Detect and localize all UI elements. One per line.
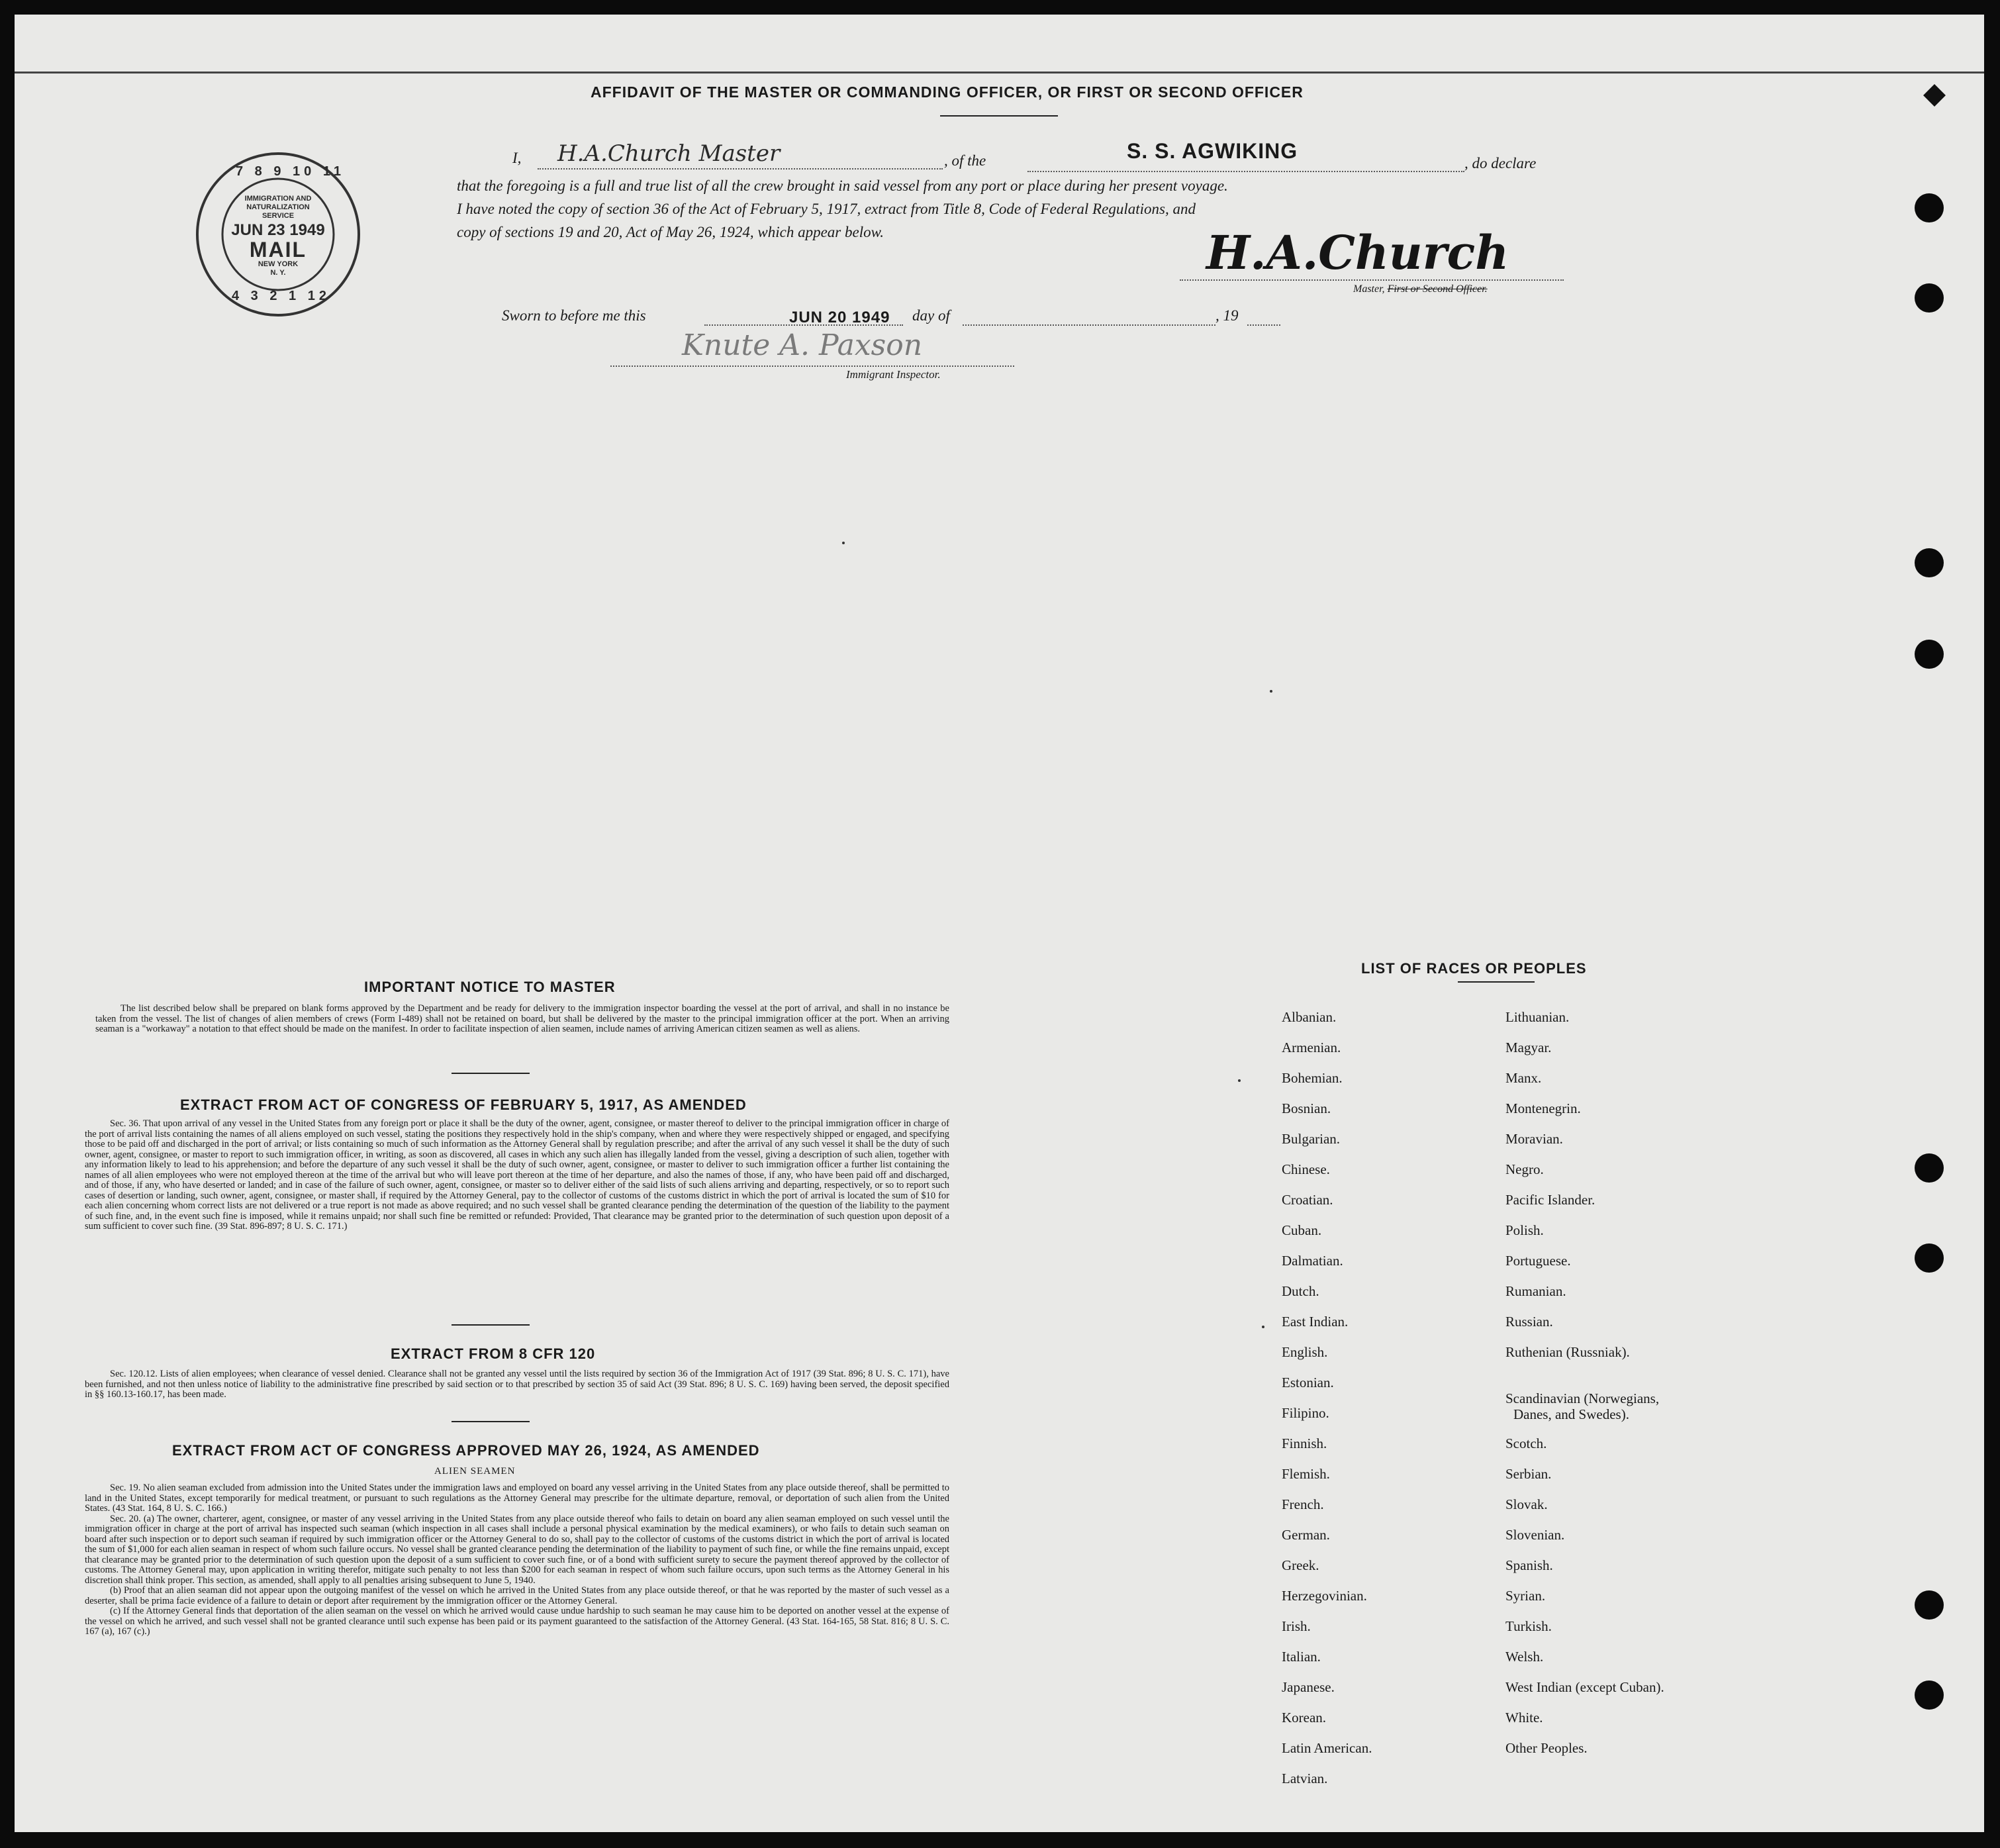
binder-hole: [1915, 1153, 1944, 1183]
race-item: Lithuanian.: [1505, 1009, 1570, 1025]
race-item: Dutch.: [1282, 1283, 1319, 1299]
affidavit-of-the: , of the: [944, 152, 986, 169]
race-item: Portuguese.: [1505, 1253, 1571, 1269]
race-item: Herzegovinian.: [1282, 1588, 1367, 1604]
race-item: Slovak.: [1505, 1496, 1548, 1512]
race-item: Polish.: [1505, 1222, 1544, 1238]
race-item: Danes, and Swedes).: [1513, 1406, 1629, 1422]
master-name-handwriting: H.A.Church Master: [557, 140, 781, 167]
speck: [842, 542, 845, 544]
race-item: Russian.: [1505, 1314, 1553, 1330]
binder-hole: [1915, 548, 1944, 577]
year-line: [1247, 324, 1280, 326]
race-item: Estonian.: [1282, 1375, 1334, 1390]
stamp-bottom-numbers: 4 3 2 1 12: [232, 289, 330, 303]
race-item: Irish.: [1282, 1618, 1311, 1634]
race-item: Italian.: [1282, 1649, 1321, 1665]
race-item: French.: [1282, 1496, 1324, 1512]
speck: [1270, 690, 1272, 693]
binder-hole: [1915, 1243, 1944, 1273]
ink-blot: [1923, 84, 1946, 107]
race-item: German.: [1282, 1527, 1330, 1543]
stamp-text-naturalization: NATURALIZATION: [246, 203, 310, 211]
extract-1917-title: EXTRACT FROM ACT OF CONGRESS OF FEBRUARY 5, 1917, AS AMENDED: [180, 1096, 747, 1113]
binder-hole: [1915, 193, 1944, 222]
master-signature: H.A.Church: [1206, 225, 1509, 280]
stamp-city: NEW YORK: [258, 260, 299, 268]
stamp-text-service-word: SERVICE: [262, 212, 295, 220]
race-item: Manx.: [1505, 1070, 1542, 1086]
extract-1924-title: EXTRACT FROM ACT OF CONGRESS APPROVED MAY 26, 1924, AS AMENDED: [172, 1442, 760, 1459]
stamp-top-numbers: 7 8 9 10 11: [236, 164, 345, 179]
sec-20a-text: Sec. 20. (a) The owner, charterer, agent, consignee, or master of any vessel arriving in the United States from any place outside thereof who fails to detain on board any alien seaman employed on such vessel until the immigration officer in charge at the port of arrival has inspected such seaman (which inspection in all cases shall include a personal physical examination by the medical examiners), or who fails to detain such seaman on board after such inspection or to deport such seaman if required by such immigration officer or the Attorney General to do so, shall pay to the collector of customs of the customs district in which the port of arrival is located the sum of $1,000 for each alien seaman in respect of whom such failure occurs. No vessel shall be granted clearance pending the determination of the liability to payment of such fine, or while the fine remains unpaid, except that clearance may be granted prior to the determination of such question upon the deposit of a sum sufficient to cover such fine, or of a bond with sufficient surety to secure the payment thereof approved by the collector of customs. The Attorney General may, upon application in writing therefor, mitigate such penalty to not less than $200 for each seaman in respect of whom such failure occurs, upon such terms as the Attorney General in his discretion shall think proper. This section, as amended, shall apply to all penalties arising subsequent to June 5, 1940.: [85, 1513, 949, 1586]
race-item: White.: [1505, 1710, 1543, 1726]
sworn-label: Sworn to before me this: [502, 307, 646, 324]
affidavit-line-2: that the foregoing is a full and true list of all the crew brought in said vessel from any port or place during her present voyage.: [457, 177, 1228, 194]
race-item: Serbian.: [1505, 1466, 1552, 1482]
affidavit-line-3: I have noted the copy of section 36 of the Act of February 5, 1917, extract from Title 8, Code of Federal Regulations, and: [457, 201, 1196, 217]
inspector-line: [610, 365, 1014, 367]
race-item: Pacific Islander.: [1505, 1192, 1595, 1208]
race-item: Ruthenian (Russniak).: [1505, 1344, 1630, 1360]
speck: [1262, 1326, 1264, 1328]
race-item: Rumanian.: [1505, 1283, 1566, 1299]
mail-stamp: [179, 148, 391, 320]
race-item: Croatian.: [1282, 1192, 1333, 1208]
extract-cfr-title: EXTRACT FROM 8 CFR 120: [391, 1345, 596, 1362]
affidavit-do-declare: , do declare: [1464, 155, 1537, 171]
speck: [1238, 1079, 1241, 1082]
stamp-mail: MAIL: [249, 238, 307, 262]
divider-1: [452, 1073, 530, 1074]
notice-body: The list described below shall be prepared on blank forms approved by the Department and be ready for delivery to the immigration inspector boarding the vessel at the port of arrival, and shall in no instance be taken from the vessel. The list of changes of alien members of crews (Form I-489) shall not be retained on board, but shall be delivered by the master to the principal immigration officer at the port. When an arriving seaman is a "workaway" a notation to that effect should be made on the manifest. In order to facilitate inspection of alien seamen, include names of arriving American citizen seamen as well as aliens.: [95, 1003, 949, 1034]
race-item: Syrian.: [1505, 1588, 1546, 1604]
race-item: Korean.: [1282, 1710, 1327, 1726]
alien-seamen-subtitle: ALIEN SEAMEN: [434, 1466, 516, 1477]
day-of-label: day of: [912, 307, 950, 324]
race-item: Latvian.: [1282, 1771, 1328, 1786]
sec-19-text: Sec. 19. No alien seaman excluded from admission into the United States under the immigration laws and employed on board any vessel arriving in the United States from any place outside thereof, shall be permitted to land in the United States, except temporarily for medical treatment, or pursuant to such regulations as the Attorney General may prescribe for the ultimate departure, removal, or deportation of such alien from the United States. (43 Stat. 164, 8 U. S. C. 166.): [85, 1483, 949, 1514]
top-border-rule: [15, 72, 1984, 73]
master-name-line: [538, 168, 943, 170]
race-item: Armenian.: [1282, 1040, 1341, 1055]
affidavit-title: AFFIDAVIT OF THE MASTER OR COMMANDING OFFICER, OR FIRST OR SECOND OFFICER: [591, 83, 1304, 101]
binder-hole: [1915, 283, 1944, 313]
race-item: Chinese.: [1282, 1161, 1330, 1177]
race-item: Flemish.: [1282, 1466, 1330, 1482]
race-item: Negro.: [1505, 1161, 1544, 1177]
title-underline: [940, 115, 1058, 117]
race-item: Slovenian.: [1505, 1527, 1565, 1543]
race-item: Cuban.: [1282, 1222, 1322, 1238]
divider-2: [452, 1324, 530, 1326]
race-item: Moravian.: [1505, 1131, 1563, 1147]
race-item: Spanish.: [1505, 1557, 1553, 1573]
divider-3: [452, 1421, 530, 1422]
race-item: Magyar.: [1505, 1040, 1552, 1055]
race-item: West Indian (except Cuban).: [1505, 1679, 1664, 1695]
race-item: Dalmatian.: [1282, 1253, 1343, 1269]
affidavit-line-4: copy of sections 19 and 20, Act of May 26, 1924, which appear below.: [457, 224, 884, 240]
race-item: Other Peoples.: [1505, 1740, 1588, 1756]
inspector-signature: Knute A. Paxson: [682, 328, 923, 362]
sworn-date-stamp: JUN 20 1949: [789, 309, 890, 326]
race-item: Latin American.: [1282, 1740, 1372, 1756]
document-page: [15, 15, 1984, 1832]
signature-caption: [1353, 283, 1488, 295]
race-item: Turkish.: [1505, 1618, 1552, 1634]
stamp-state: N. Y.: [270, 269, 286, 277]
race-item: Bohemian.: [1282, 1070, 1343, 1086]
race-item: English.: [1282, 1344, 1328, 1360]
vessel-name-line: [1027, 171, 1464, 172]
extract-1917-text: [85, 1119, 949, 1232]
binder-hole: [1915, 640, 1944, 669]
race-item: Bulgarian.: [1282, 1131, 1341, 1147]
struck-officer-label: First or Second Officer.: [1387, 283, 1488, 295]
race-item: Bosnian.: [1282, 1100, 1331, 1116]
inspector-label: Immigrant Inspector.: [846, 368, 941, 381]
race-item: Albanian.: [1282, 1009, 1337, 1025]
binder-hole: [1915, 1590, 1944, 1620]
race-item: Japanese.: [1282, 1679, 1335, 1695]
year-prefix: , 19: [1215, 307, 1239, 324]
stamp-date: JUN 23 1949: [231, 221, 325, 239]
race-item: Filipino.: [1282, 1405, 1329, 1421]
extract-cfr-body: Sec. 120.12. Lists of alien employees; when clearance of vessel denied. Clearance shall not be granted any vessel until the lists required by section 36 of the Immigration Act of 1917 (39 Stat. 896; 8 U. S. C. 171), have been furnished, and not then unless notice of liability to the administrative fine prescribed by said section or to that prescribed by section 35 of said Act (39 Stat. 896; 8 U. S. C. 169) having been served, the deposit specified in §§ 160.13-160.17, has been made.: [85, 1369, 949, 1400]
races-title: LIST OF RACES OR PEOPLES: [1361, 960, 1587, 977]
race-item: Scotch.: [1505, 1435, 1547, 1451]
race-item: Scandinavian (Norwegians,: [1505, 1390, 1660, 1406]
stamp-text-service: IMMIGRATION AND: [244, 195, 312, 203]
sec-20c-text: (c) If the Attorney General finds that deportation of the alien seaman on the vessel on which he arrived would cause undue hardship to such seaman he may cause him to be deported on another vessel at the expense of the vessel on which he arrived, and such vessel shall not be granted clearance until such expense has been paid or its payment guaranteed to the satisfaction of the Attorney General. (43 Stat. 164-165, 58 Stat. 816; 8 U. S. C. 167 (a), 167 (c).): [85, 1606, 949, 1637]
notice-text: [95, 1004, 949, 1035]
race-item: Greek.: [1282, 1557, 1319, 1573]
binder-hole: [1915, 1680, 1944, 1710]
master-label: Master,: [1353, 283, 1385, 295]
extract-1917-body: Sec. 36. That upon arrival of any vessel in the United States from any foreign port or place it shall be the duty of the owner, agent, consignee, or master thereof to deliver to the principal immigration officer in charge of the port of arrival lists containing the names of all aliens employed on such vessel, stating the positions they respectively hold in the ship's company, when and where they were respectively shipped or engaged, and specifying those to be paid off and discharged in the port of arrival; or lists containing so much of such information as the Attorney General shall by regulation prescribe; and after the arrival of any such vessel it shall be the duty of such owner, agent, consignee, or master to report to such immigration officer, in writing, as soon as discovered, all cases in which any such alien has illegally landed from the vessel, giving a description of such alien, together with any information likely to lead to his apprehension; and before the departure of any such vessel it shall be the duty of such owner, agent, consignee, or master to deliver to such immigration officer a further list containing the names of all alien employees who were not employed thereon at the time of the arrival but who will leave port thereon at the time of her departure, and also the names of those, if any, who have been paid off and discharged, and of those, if any, who have deserted or landed; and in case of the failure of such owner, agent, consignee, or master so to deliver either of the said lists of such aliens arriving and departing, respectively, or so to report such cases of desertion or landing, such owner, agent, consignee, or master shall, if required by the Attorney General, pay to the collector of customs of the customs district in which the port of arrival is located the sum of $10 for each alien concerning whom correct lists are not delivered or a true report is not made as above required; and no such vessel shall be granted clearance pending the determination of the question of the liability to the payment of such fine, and, in the event such fine is imposed, while it remains unpaid; nor shall such fine be remitted or refunded: Provided, That clearance may be granted prior to the determination of such question upon deposit of a sum sufficient to cover such fine. (39 Stat. 896-897; 8 U. S. C. 171.): [85, 1118, 949, 1232]
sec-20b-text: (b) Proof that an alien seaman did not appear upon the outgoing manifest of the vessel on which he arrived in the United States from any place outside thereof, or that he was reported by the master of such vessel as a deserter, shall be prima facie evidence of a failure to detain or deport after requirement by the immigration officer or the Attorney General.: [85, 1585, 949, 1606]
affidavit-i: I,: [512, 150, 522, 166]
signature-line: [1180, 279, 1564, 281]
extract-1924-text: [85, 1483, 949, 1637]
race-item: Welsh.: [1505, 1649, 1544, 1665]
notice-title: IMPORTANT NOTICE TO MASTER: [364, 979, 616, 995]
races-underline: [1458, 981, 1535, 983]
race-item: East Indian.: [1282, 1314, 1349, 1330]
vessel-name: S. S. AGWIKING: [1127, 139, 1298, 163]
race-item: Finnish.: [1282, 1435, 1327, 1451]
race-item: Montenegrin.: [1505, 1100, 1581, 1116]
month-line: [963, 324, 1215, 326]
extract-cfr-text: [85, 1369, 949, 1400]
